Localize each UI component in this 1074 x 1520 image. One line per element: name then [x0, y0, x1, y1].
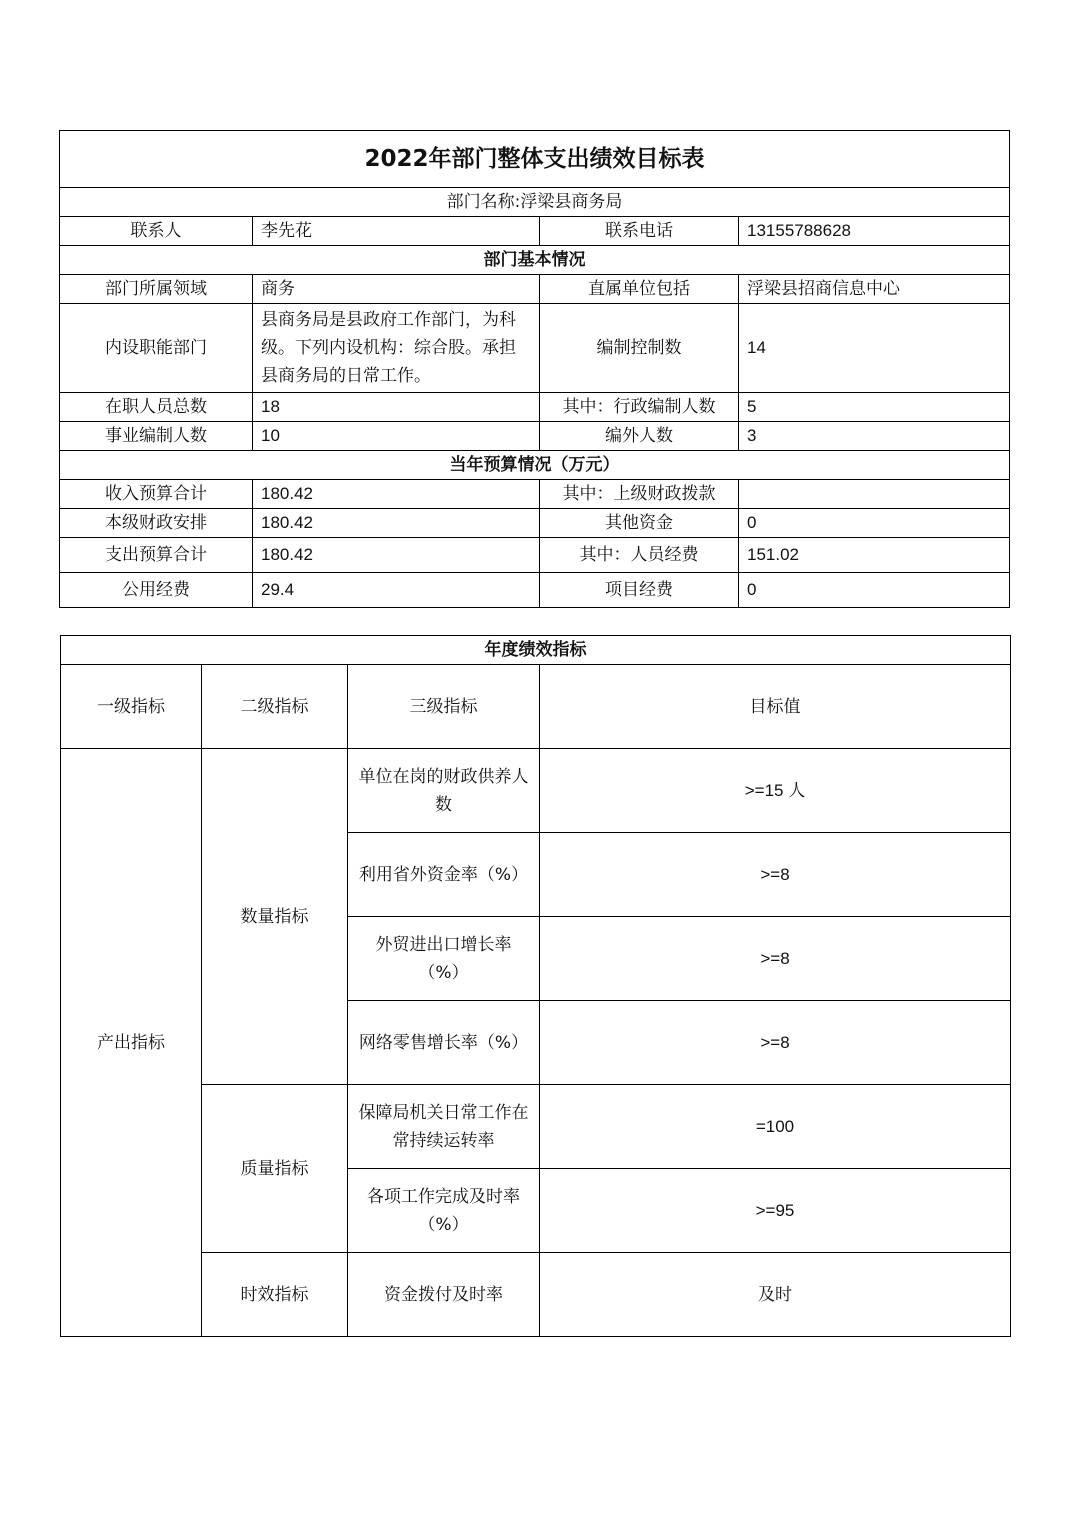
expense-value: 180.42 [253, 538, 540, 573]
internal-dept-label: 内设职能部门 [60, 304, 253, 393]
domain-label: 部门所属领域 [60, 275, 253, 304]
admin-staff-label: 其中：行政编制人数 [540, 393, 739, 422]
income-label: 收入预算合计 [60, 480, 253, 509]
other-funding-label: 其他资金 [540, 509, 739, 538]
contact-phone-label: 联系电话 [540, 217, 739, 246]
career-staff-label: 事业编制人数 [60, 422, 253, 451]
public-value: 29.4 [253, 573, 540, 608]
header-level1: 一级指标 [61, 665, 202, 749]
table-row-target: =100 [540, 1085, 1011, 1169]
dept-name: 部门名称:浮梁县商务局 [60, 188, 1010, 217]
table-row-target: >=95 [540, 1169, 1011, 1253]
contact-person-label: 联系人 [60, 217, 253, 246]
table-row-indicator: 保障局机关日常工作在常持续运转率 [348, 1085, 540, 1169]
upper-funding-label: 其中：上级财政拨款 [540, 480, 739, 509]
staffing-value: 14 [739, 304, 1010, 393]
personnel-value: 151.02 [739, 538, 1010, 573]
level2-timeliness: 时效指标 [202, 1253, 348, 1337]
expense-label: 支出预算合计 [60, 538, 253, 573]
admin-staff-value: 5 [739, 393, 1010, 422]
personnel-label: 其中：人员经费 [540, 538, 739, 573]
table-row-indicator: 各项工作完成及时率（%） [348, 1169, 540, 1253]
table-row-target: >=15 人 [540, 749, 1011, 833]
domain-value: 商务 [253, 275, 540, 304]
subunit-value: 浮梁县招商信息中心 [739, 275, 1010, 304]
other-funding-value: 0 [739, 509, 1010, 538]
staffing-label: 编制控制数 [540, 304, 739, 393]
level1-output: 产出指标 [61, 749, 202, 1337]
internal-dept-value: 县商务局是县政府工作部门，为科级。下列内设机构：综合股。承担县商务局的日常工作。 [253, 304, 540, 393]
project-label: 项目经费 [540, 573, 739, 608]
header-target: 目标值 [540, 665, 1011, 749]
header-level2: 二级指标 [202, 665, 348, 749]
header-level3: 三级指标 [348, 665, 540, 749]
subunit-label: 直属单位包括 [540, 275, 739, 304]
table-row-indicator: 外贸进出口增长率（%） [348, 917, 540, 1001]
table-row-target: >=8 [540, 1001, 1011, 1085]
public-label: 公用经费 [60, 573, 253, 608]
contact-person-value: 李先花 [253, 217, 540, 246]
budget-section-title: 当年预算情况（万元） [60, 451, 1010, 480]
level2-quality: 质量指标 [202, 1085, 348, 1253]
table-row-target: >=8 [540, 917, 1011, 1001]
dept-info-table [59, 130, 1010, 608]
indicator-table [60, 635, 1011, 1337]
page-title: 2022年部门整体支出绩效目标表 [60, 131, 1010, 188]
income-value: 180.42 [253, 480, 540, 509]
total-staff-value: 18 [253, 393, 540, 422]
table-row-target: 及时 [540, 1253, 1011, 1337]
career-staff-value: 10 [253, 422, 540, 451]
extra-staff-value: 3 [739, 422, 1010, 451]
table-row-indicator: 资金拨付及时率 [348, 1253, 540, 1337]
contact-phone-value: 13155788628 [739, 217, 1010, 246]
local-funding-label: 本级财政安排 [60, 509, 253, 538]
indicator-section-title: 年度绩效指标 [61, 636, 1011, 665]
table-row-indicator: 单位在岗的财政供养人数 [348, 749, 540, 833]
upper-funding-value [739, 480, 1010, 509]
table-row-target: >=8 [540, 833, 1011, 917]
table-row-indicator: 利用省外资金率（%） [348, 833, 540, 917]
basic-section-title: 部门基本情况 [60, 246, 1010, 275]
table-row-indicator: 网络零售增长率（%） [348, 1001, 540, 1085]
extra-staff-label: 编外人数 [540, 422, 739, 451]
project-value: 0 [739, 573, 1010, 608]
total-staff-label: 在职人员总数 [60, 393, 253, 422]
level2-quantity: 数量指标 [202, 749, 348, 1085]
local-funding-value: 180.42 [253, 509, 540, 538]
